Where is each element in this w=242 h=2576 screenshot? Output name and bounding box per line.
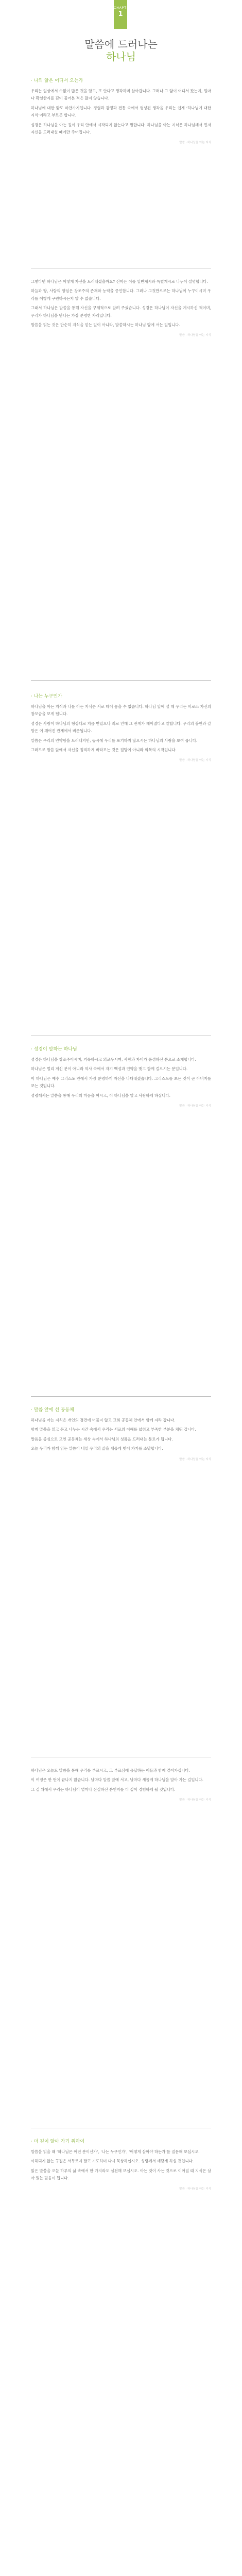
section-footer: 말씀 · 하나님을 아는 지식 [179,1105,211,1108]
page-subtitle: 하나님 [106,50,136,63]
section-6 [31,1767,211,1803]
paragraph: 성령께서는 말씀을 통해 우리의 마음을 여시고, 이 하나님을 알고 사랑하게 하십니다. [31,1093,170,1098]
paragraph: 그러므로 말씀 앞에서 자신을 정직하게 바라보는 것은 절망이 아니라 회복의 시작입니다. [31,748,177,753]
section-divider [31,1396,211,1397]
section-heading: · 말씀 앞에 선 공동체 [31,1408,74,1413]
section-heading: · 나의 앎은 어디서 오는가 [31,78,83,83]
section-3 [31,693,211,763]
paragraph: 성경은 하나님을 창조주이시며, 거룩하시고 의로우시며, 사랑과 자비가 풍성하신 분으로 소개합니다. [31,1057,196,1062]
paragraph: 오늘 우리가 함께 읽는 말씀이 내일 우리의 삶을 새롭게 빚어 가기를 소망합니다. [31,1446,163,1451]
section-2 [31,278,211,338]
paragraph: 이 하나님은 예수 그리스도 안에서 가장 분명하게 자신을 나타내셨습니다. 그리스도를 보는 것이 곧 아버지를 보는 것입니다. [31,1076,211,1089]
paragraph: 읽은 말씀을 오늘 하루의 삶 속에서 한 가지라도 실천해 보십시오. 아는 것이 사는 것으로 이어질 때 지식은 살아 있는 믿음이 됩니다. [31,2168,211,2181]
section-4 [31,1046,211,1109]
section-1 [31,77,211,145]
paragraph: 그래서 하나님은 말씀을 통해 자신을 구체적으로 알려 주셨습니다. 성경은 하나님이 자신을 계시하신 책이며, 우리가 하나님을 만나는 가장 분명한 자리입니다. [31,306,211,318]
paragraph: 이 여정은 한 번에 끝나지 않습니다. 날마다 말씀 앞에 서고, 날마다 새롭게 하나님을 알아 가는 길입니다. [31,1777,204,1783]
section-7 [31,2138,211,2192]
section-heading: · 더 깊이 알아 가기 위하여 [31,2139,85,2144]
chapter-number: 1 [118,10,123,18]
paragraph: 말씀을 중심으로 모인 공동체는 세상 속에서 하나님의 성품을 드러내는 통로가 됩니다. [31,1436,173,1442]
paragraph: 그렇다면 하나님은 어떻게 자신을 드러내셨을까요? 신학은 이를 일반계시와 특별계시로 나누어 설명합니다. [31,279,208,284]
paragraph: 하나님은 오늘도 말씀을 통해 우리를 부르시고, 그 부르심에 응답하는 이들과 함께 걸어가십니다. [31,1768,190,1773]
paragraph: 이해되지 않는 구절은 서두르지 말고 기도하며 다시 묵상하십시오. 성령께서 깨닫게 하실 것입니다. [31,2159,194,2164]
section-heading: · 나는 누구인가 [31,694,62,699]
paragraph: 말씀을 읽는 것은 단순히 지식을 얻는 일이 아니라, 말씀하시는 하나님 앞에 서는 일입니다. [31,323,180,328]
paragraph: 우리는 일상에서 수없이 많은 것을 알고, 또 안다고 생각하며 살아갑니다. 그러나 그 앎이 어디서 왔는지, 얼마나 확실한지를 깊이 물어본 적은 많지 않습니다. [31,89,211,101]
section-footer: 말씀 · 하나님을 아는 지식 [179,141,211,145]
paragraph: 말씀을 읽을 때 ‘하나님은 어떤 분이신가’, ‘나는 누구인가’, ‘어떻게 살아야 하는가’를 질문해 보십시오. [31,2149,200,2154]
section-footer: 말씀 · 하나님을 아는 지식 [179,2187,211,2191]
section-heading: · 성경이 말하는 하나님 [31,1047,77,1052]
paragraph: 하나님을 아는 지식은 개인의 경건에 머물지 않고 교회 공동체 안에서 함께 자라 갑니다. [31,1418,176,1422]
section-footer: 말씀 · 하나님을 아는 지식 [179,1458,211,1461]
chapter-label: CHAPTER [114,6,132,10]
page-title: 말씀에 드러나는 [84,38,158,50]
paragraph: 하나님을 아는 지식과 나를 아는 지식은 서로 떼어 놓을 수 없습니다. 하나님 앞에 설 때 우리는 비로소 자신의 참모습을 보게 됩니다. [31,704,211,717]
paragraph: 말씀은 우리의 연약함을 드러내지만, 동시에 우리를 포기하지 않으시는 하나님의 사랑을 보여 줍니다. [31,738,198,743]
paragraph: 그 길 위에서 우리는 하나님이 얼마나 신실하신 분인지를 더 깊이 경험하게 될 것입니다. [31,1787,176,1792]
paragraph: 하늘과 땅, 사람의 양심은 창조주의 존재와 능력을 증언합니다. 그러나 그것만으로는 하나님이 누구이시며 우리를 어떻게 구원하시는지 알 수 없습니다. [31,289,211,301]
paragraph: 함께 말씀을 읽고 묻고 나누는 시간 속에서 우리는 서로의 이해를 넓히고 부족한 부분을 채워 갑니다. [31,1427,196,1432]
section-footer: 말씀 · 하나님을 아는 지식 [179,759,211,762]
section-footer: 말씀 · 하나님을 아는 지식 [179,1799,211,1802]
paragraph: 성경은 사람이 하나님의 형상대로 지음 받았으나 죄로 인해 그 관계가 깨어졌다고 말합니다. 우리의 불안과 갈망은 이 깨어진 관계에서 비롯됩니다. [31,721,211,734]
section-5 [31,1406,211,1462]
chapter-badge [114,0,132,29]
paragraph: 하나님은 멀리 계신 분이 아니라 역사 속에서 자기 백성과 언약을 맺고 함께 걸으시는 분입니다. [31,1066,188,1072]
section-divider [31,680,211,681]
paragraph: 성경은 하나님을 아는 길이 우리 안에서 시작되지 않는다고 말합니다. 하나님을 아는 지식은 하나님께서 먼저 자신을 드러내실 때에만 주어집니다. [31,122,211,135]
paragraph: 하나님에 대한 앎도 마찬가지입니다. 경험과 감정과 전통 속에서 형성된 생각을 우리는 쉽게 ‘하나님에 대한 지식’이라고 부르곤 합니다. [31,105,211,118]
section-footer: 말씀 · 하나님을 아는 지식 [179,334,211,337]
